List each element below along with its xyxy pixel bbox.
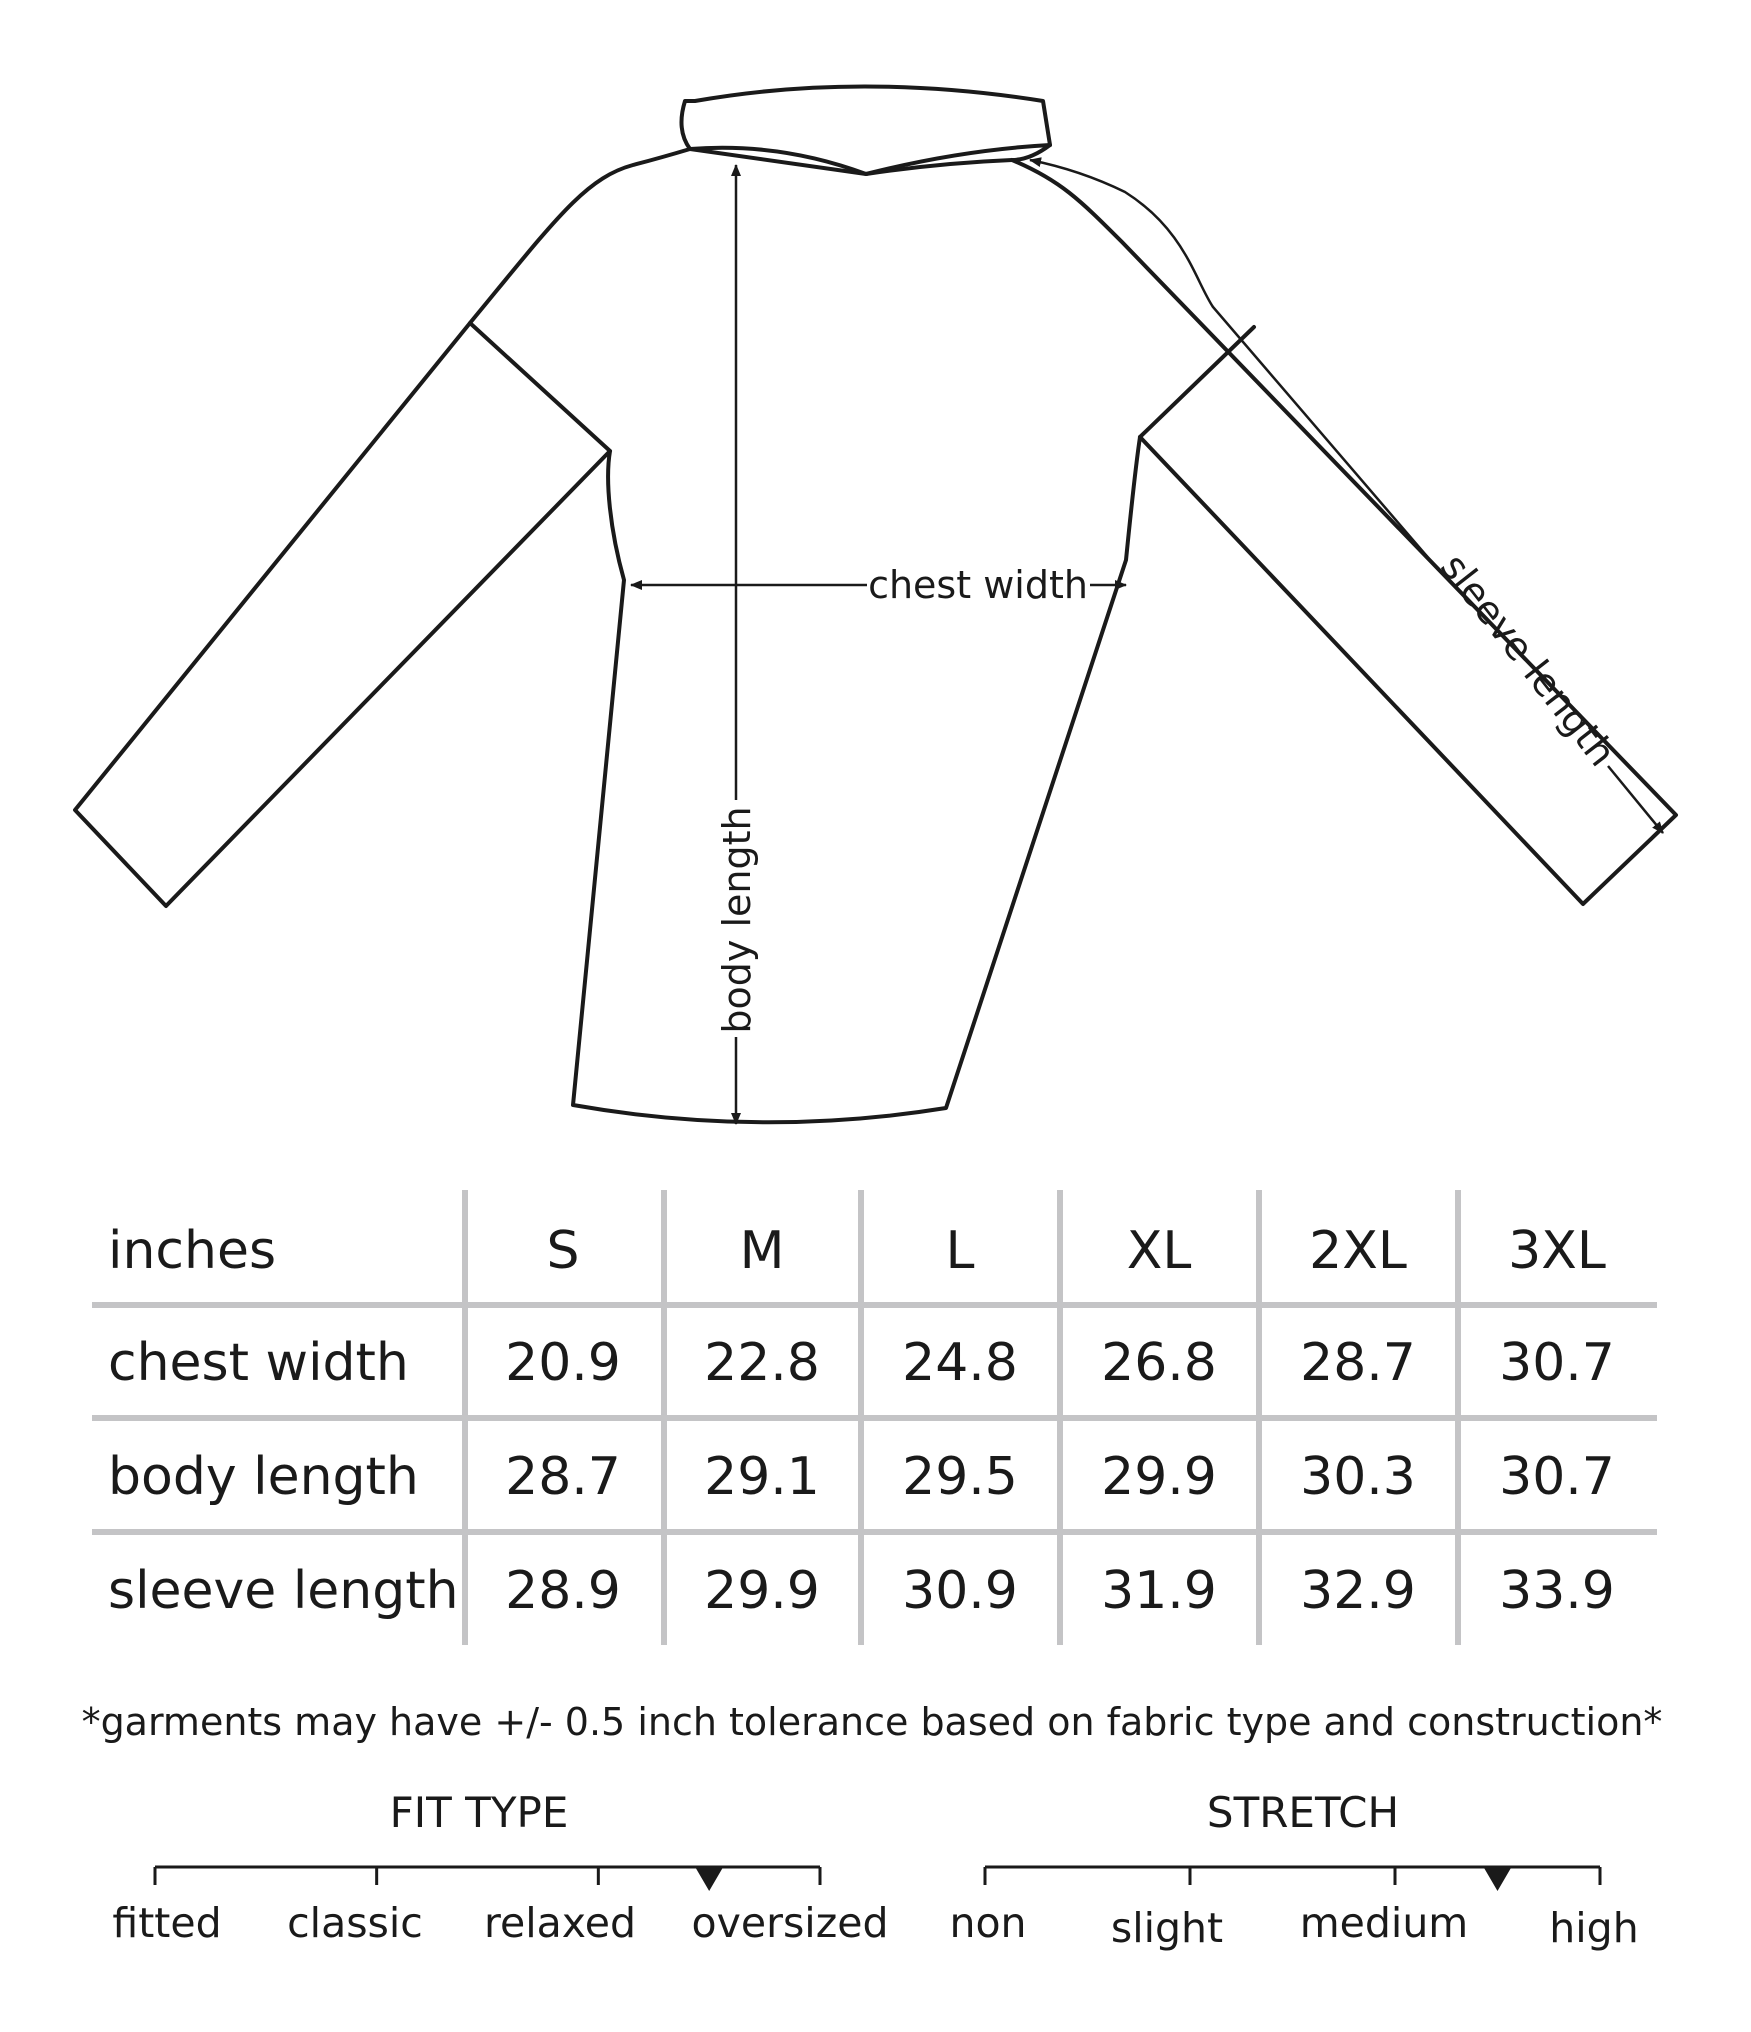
table-cell: 33.9: [1499, 1561, 1615, 1621]
hood-outline: [681, 87, 1050, 175]
size-headers: [546, 1221, 1605, 1281]
sleeve-length-arrow-bottom: [1608, 766, 1663, 833]
size-header: 3XL: [1508, 1221, 1606, 1281]
table-cell: 24.8: [902, 1333, 1018, 1393]
table-cell: 30.9: [902, 1561, 1018, 1621]
table-cell: 22.8: [704, 1333, 820, 1393]
scale-option: slight: [1110, 1904, 1224, 1952]
table-cell: 20.9: [505, 1333, 621, 1393]
size-header: L: [945, 1221, 975, 1281]
selected-marker-icon: [1484, 1867, 1512, 1891]
table-cell: 28.7: [1300, 1333, 1416, 1393]
left-sleeve-seam: [470, 323, 610, 451]
stretch-title: STRETCH: [1206, 1788, 1400, 1837]
scale-option: oversized: [691, 1899, 889, 1947]
chest-width-label: chest width: [868, 563, 1088, 607]
fit-type-scale: [112, 1788, 888, 1947]
table-cell: 30.7: [1499, 1333, 1615, 1393]
size-header: M: [739, 1221, 785, 1281]
table-cell: 30.3: [1300, 1447, 1416, 1507]
table-cell: 29.5: [902, 1447, 1018, 1507]
scale-option: medium: [1299, 1899, 1469, 1947]
table-cell: 30.7: [1499, 1447, 1615, 1507]
size-header: 2XL: [1309, 1221, 1407, 1281]
scale-option: classic: [287, 1899, 423, 1947]
right-sleeve-seam: [1140, 327, 1254, 437]
size-header: XL: [1126, 1221, 1192, 1281]
garment-outline: [75, 149, 1676, 1122]
scale-option: high: [1549, 1904, 1639, 1952]
size-header: S: [546, 1221, 580, 1281]
body-length-label: body length: [715, 806, 759, 1034]
table-cell: 26.8: [1101, 1333, 1217, 1393]
table-cell: 28.9: [505, 1561, 621, 1621]
scale-option: non: [949, 1899, 1027, 1947]
table-cell: 31.9: [1101, 1561, 1217, 1621]
table-cell: 28.7: [505, 1447, 621, 1507]
row-label: sleeve length: [108, 1561, 459, 1621]
table-cell: 32.9: [1300, 1561, 1416, 1621]
row-label: chest width: [108, 1333, 409, 1393]
table-cell: 29.9: [704, 1561, 820, 1621]
unit-label: inches: [108, 1221, 277, 1281]
table-cell: 29.9: [1101, 1447, 1217, 1507]
selected-marker-icon: [695, 1867, 723, 1891]
tolerance-note: *garments may have +/- 0.5 inch tolerance based on fabric type and construction*: [81, 1700, 1663, 1744]
scale-option: fitted: [112, 1899, 222, 1947]
stretch-scale: [949, 1788, 1638, 1952]
row-label: body length: [108, 1447, 419, 1507]
fit-type-title: FIT TYPE: [389, 1788, 569, 1837]
size-table: [92, 1190, 1657, 1645]
sleeve-length-label: sleeve length: [1432, 545, 1625, 775]
table-cell: 29.1: [704, 1447, 820, 1507]
scale-option: relaxed: [484, 1899, 636, 1947]
